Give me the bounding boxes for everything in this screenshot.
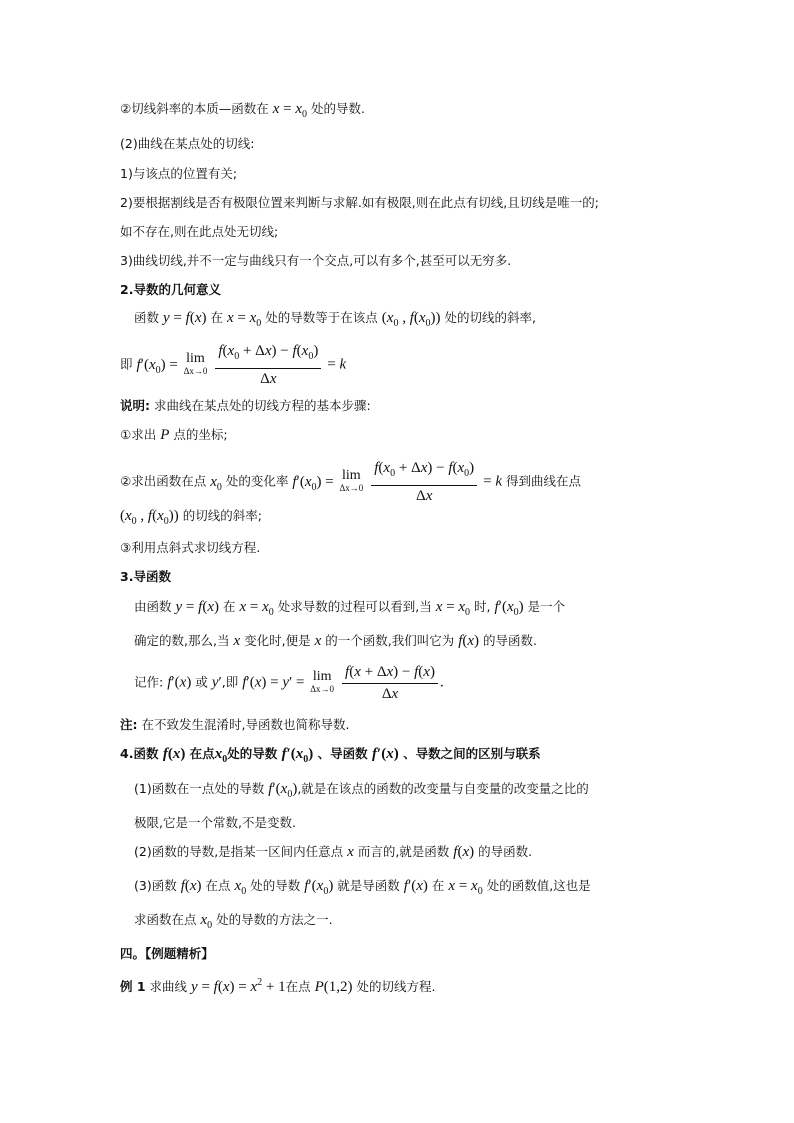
section-heading: 4.函数 f(x) 在点$x_0$处的导数 $f'(x_0)$ 、导函数 f′(x) 、导数之间的区别与联系 (120, 746, 541, 765)
step-line: ($x_0$ , $f(x_0)$) 的切线的斜率; (120, 508, 262, 527)
math-x0: $x_0$ (214, 746, 228, 765)
section-heading: 四。【例题精析】 (120, 946, 214, 961)
example-line: 例 1 求曲线 $y = f(x) = x^2 + 1$在点 P(1,2) 处的切线方程. (120, 977, 436, 995)
fraction: $\frac{f(x_0 + \Delta x) - f(x_0)}{\Delta x}$ (215, 341, 321, 389)
step-line: ②求出函数在点 $x_0$ 处的变化率 $f'(x_0)$ = lim Δx→0 $\frac{f(x_0 + \Delta x) - f(x_0)}{\Delta x}$ = k 得到曲线在点 (120, 460, 582, 504)
section-heading: 3.导函数 (120, 569, 171, 584)
text-line: 由函数 y = f(x) 在 $x = x_0$ 处求导数的过程可以看到,当 $x = x_0$ 时, $f'(x_0)$ 是一个 (134, 599, 566, 618)
math-k: = k (327, 356, 347, 373)
limit-symbol: lim Δx→0 (183, 351, 208, 376)
math-x-eq-x0: $x = x_0$ (435, 599, 471, 618)
text-line: (3)函数 f(x) 在点 $x_0$ 处的导数 $f'(x_0)$ 就是导函数 f′(x) 在 $x = x_0$ 处的函数值,这也是 (134, 878, 591, 897)
math-formula: f′(x) = y′ = (242, 674, 309, 691)
formula-line: 记作: f′(x) 或 y′,即 f′(x) = y′ = lim Δx→0 $\frac{f(x + \Delta x) - f(x)}{\Delta x}$ . (134, 664, 444, 702)
text-line: ②切线斜率的本质—函数在 $x = x_0$ 处的导数. (120, 101, 365, 120)
math-point: ($x_0$ , $f(x_0)$) (120, 508, 179, 527)
text-line: (1)函数在一点处的导数 $f'(x_0)$,就是在该点的函数的改变量与自变量的改变量之比的 (134, 781, 589, 800)
math-x0: $x_0$ (234, 878, 247, 897)
math-x0: $x_0$ (200, 912, 213, 931)
math-x: x (233, 633, 241, 649)
math-x0: $x_0$ (210, 473, 222, 493)
math-x: x (347, 844, 354, 860)
math-x-eq-x0: $x = x_0$ (448, 878, 483, 897)
math-fprime-x: f′(x) (403, 878, 428, 894)
math-x-eq-x0: $x = x_0$ (239, 599, 274, 618)
step-line: ③利用点斜式求切线方程. (120, 540, 261, 555)
text-line: 如不存在,则在此点处无切线; (120, 224, 279, 239)
math-x-eq-x0: $x = x_0$ (272, 101, 308, 120)
math-y-eq-fx: y = f(x) (175, 599, 219, 615)
math-fx: f(x) (180, 878, 202, 894)
fraction: $\frac{f(x + \Delta x) - f(x)}{\Delta x}$ (342, 662, 438, 704)
math-fprime-x0: $f'(x_0)$ (304, 878, 334, 897)
math-x: x (314, 633, 322, 649)
section-heading: 2.导数的几何意义 (120, 282, 221, 297)
math-yprime: y′ (211, 674, 222, 691)
text-line: 极限,它是一个常数,不是变数. (134, 815, 296, 830)
period: . (439, 674, 444, 691)
math-fx: f(x) (453, 844, 475, 860)
math-curve: $y = f(x) = x^2 + 1$ (191, 977, 286, 995)
text-line: 确定的数,那么,当 x 变化时,便是 x 的一个函数,我们叫它为 f(x) 的导函数. (134, 633, 537, 649)
text-line: (2)函数的导数,是指某一区间内任意点 x 而言的,就是函数 f(x) 的导函数. (134, 844, 533, 860)
math-y-eq-fx: y = f(x) (163, 310, 207, 326)
math-fprime-x: f′(x) (167, 674, 192, 691)
math-fprime-x: f′(x) (372, 746, 399, 762)
text-line: 3)曲线切线,并不一定与曲线只有一个交点,可以有多个,甚至可以无穷多. (120, 253, 512, 268)
math-fprime-x0: $f'(x_0)$ (494, 599, 524, 618)
text-line: 函数 y = f(x) 在 $x = x_0$ 处的导数等于在该点 ($x_0$ , $f(x_0)$) 处的切线的斜率, (134, 310, 536, 329)
math-fx: f(x) (458, 633, 480, 649)
text-line: 1)与该点的位置有关; (120, 166, 238, 181)
math-k: = k (483, 473, 503, 490)
math-fprime-x0: $f'(x_0)$ (268, 781, 298, 800)
math-P: P (160, 427, 170, 443)
math-fx: f(x) (162, 746, 186, 762)
limit-symbol: lim Δx→0 (339, 468, 364, 493)
math-fprime-x0: $f'(x_0)$ (281, 746, 314, 765)
text-line: 求函数在点 $x_0$ 处的导数的方法之一. (134, 912, 333, 931)
math-formula: $f'(x_0)$ = (292, 473, 338, 493)
math-x-eq-x0: $x = x_0$ (226, 310, 262, 329)
math-point: ($x_0$ , $f(x_0)$) (381, 310, 441, 329)
formula-line: 即 $f'(x_0)$ = lim Δx→0 $\frac{f(x_0 + \Delta x) - f(x_0)}{\Delta x}$ = k (120, 343, 347, 387)
step-line: ①求出 P 点的坐标; (120, 427, 228, 443)
note-line: 注: 在不致发生混淆时,导函数也简称导数. (120, 717, 350, 732)
text-line: (2)曲线在某点处的切线: (120, 136, 255, 151)
text-line: 2)要根据割线是否有极限位置来判断与求解.如有极限,则在此点有切线,且切线是唯一的; (120, 195, 599, 210)
limit-symbol: lim Δx→0 (310, 669, 335, 694)
fraction: $\frac{f(x_0 + \Delta x) - f(x_0)}{\Delta x}$ (371, 458, 477, 506)
math-formula: $f'(x_0)$ = (136, 356, 182, 376)
math-point-P: P(1,2) (314, 979, 353, 995)
note-line: 说明: 求曲线在某点处的切线方程的基本步骤: (120, 398, 371, 413)
